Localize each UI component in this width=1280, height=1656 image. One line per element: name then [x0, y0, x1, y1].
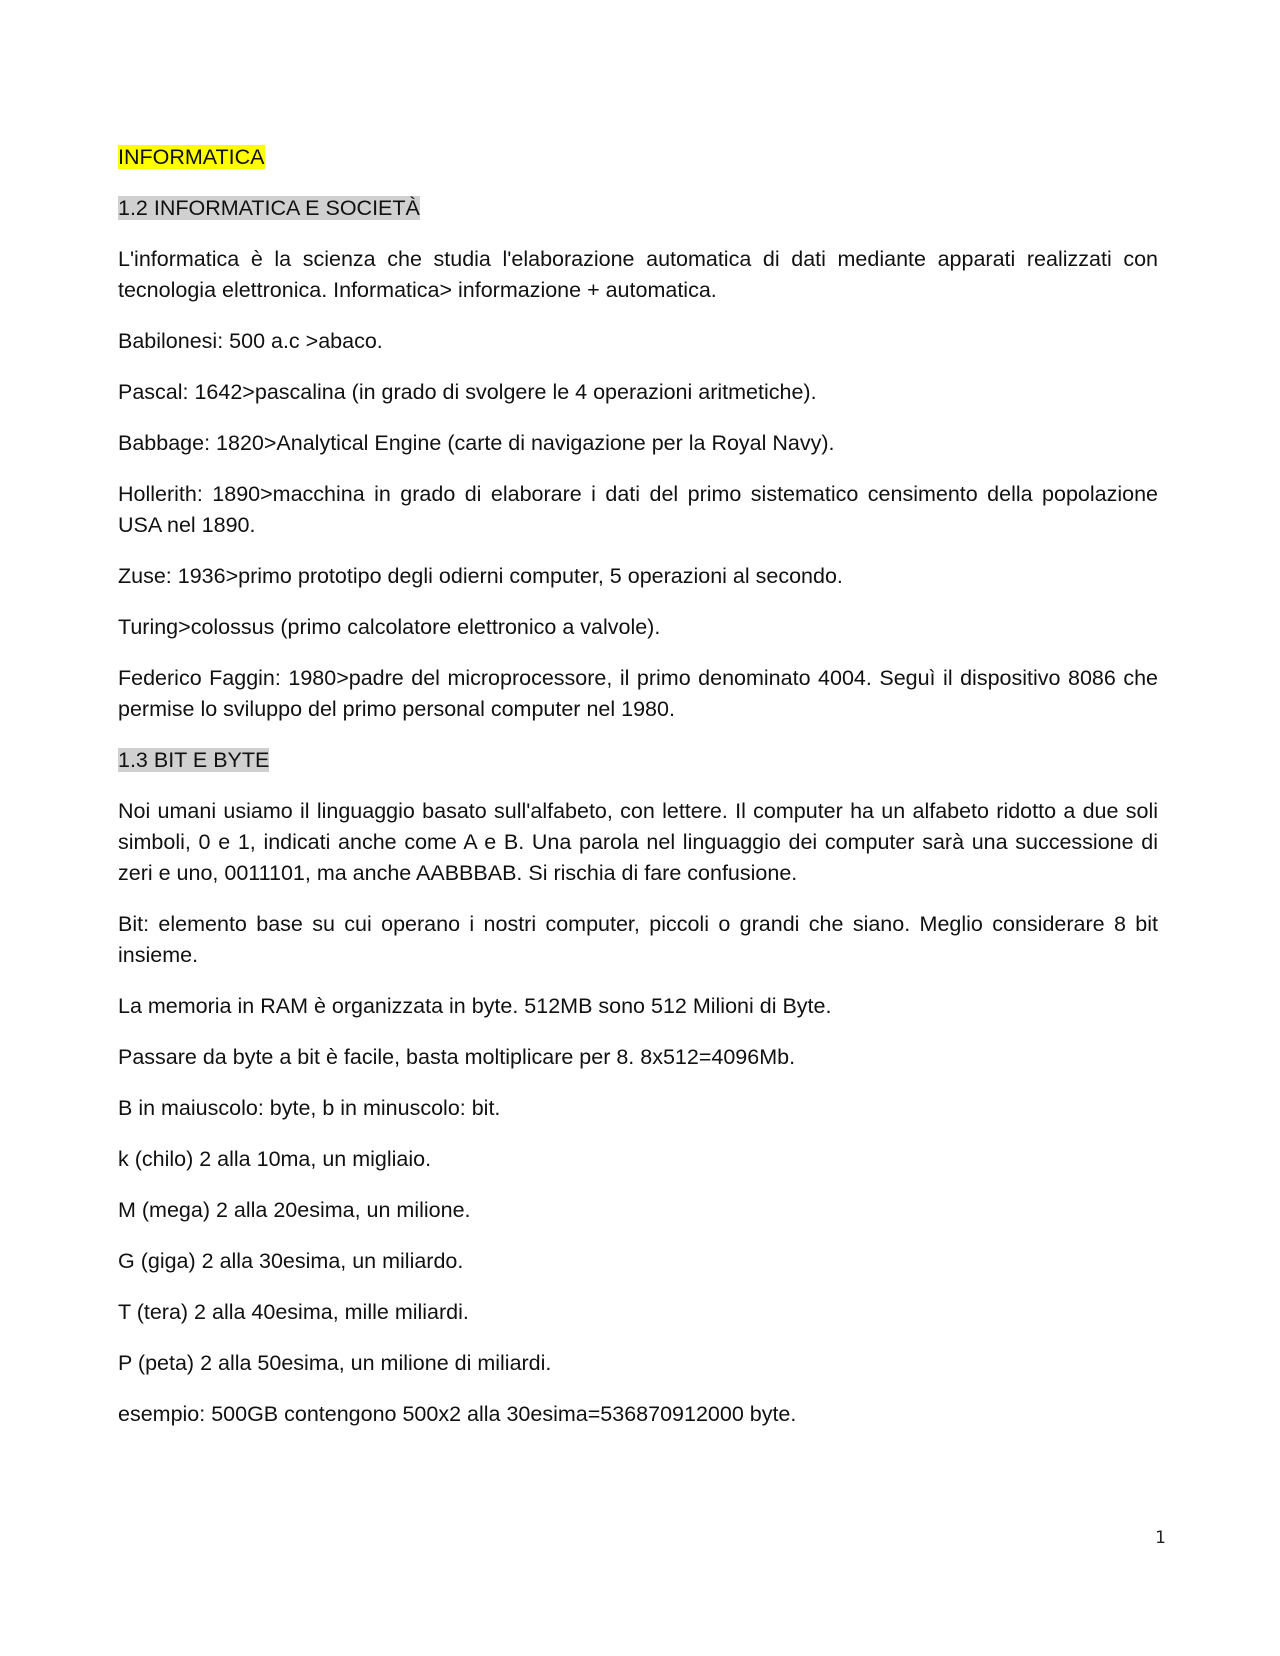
- paragraph: Bit: elemento base su cui operano i nostri computer, piccoli o grandi che siano. Meglio considerare 8 bit insieme.: [118, 912, 1158, 967]
- page-number: 1: [1155, 1528, 1166, 1548]
- paragraph: L'informatica è la scienza che studia l'elaborazione automatica di dati mediante apparati realizzati con tecnologia elettronica. Informatica> informazione + automatica.: [118, 247, 1158, 302]
- document-title-line: [118, 142, 1158, 173]
- paragraph: Passare da byte a bit è facile, basta moltiplicare per 8. 8x512=4096Mb.: [118, 1045, 796, 1069]
- document-page: [118, 142, 1158, 1450]
- section-heading-line: [118, 745, 1158, 776]
- paragraph: M (mega) 2 alla 20esima, un milione.: [118, 1198, 471, 1222]
- paragraph: B in maiuscolo: byte, b in minuscolo: bit.: [118, 1096, 501, 1120]
- document-title: INFORMATICA: [118, 145, 265, 169]
- paragraph: Noi umani usiamo il linguaggio basato sull'alfabeto, con lettere. Il computer ha un alfabeto ridotto a due soli simboli, 0 e 1, indicati anche come A e B. Una parola nel linguaggio dei computer sarà una successione di zeri e uno, 0011101, ma anche AABBBAB. Si rischia di fare confusione.: [118, 799, 1158, 885]
- section-heading-line: [118, 193, 1158, 224]
- paragraph: Hollerith: 1890>macchina in grado di elaborare i dati del primo sistematico censimento della popolazione USA nel 1890.: [118, 482, 1158, 537]
- section-heading: 1.2 INFORMATICA E SOCIETÀ: [118, 196, 420, 220]
- paragraph: k (chilo) 2 alla 10ma, un migliaio.: [118, 1147, 432, 1171]
- paragraph: Federico Faggin: 1980>padre del microprocessore, il primo denominato 4004. Seguì il dispositivo 8086 che permise lo sviluppo del primo personal computer nel 1980.: [118, 666, 1158, 721]
- section-heading: 1.3 BIT E BYTE: [118, 748, 270, 772]
- paragraph: La memoria in RAM è organizzata in byte. 512MB sono 512 Milioni di Byte.: [118, 994, 832, 1018]
- paragraph: Pascal: 1642>pascalina (in grado di svolgere le 4 operazioni aritmetiche).: [118, 380, 817, 404]
- paragraph: Zuse: 1936>primo prototipo degli odierni computer, 5 operazioni al secondo.: [118, 564, 843, 588]
- paragraph: T (tera) 2 alla 40esima, mille miliardi.: [118, 1300, 469, 1324]
- paragraph: Babbage: 1820>Analytical Engine (carte di navigazione per la Royal Navy).: [118, 431, 835, 455]
- paragraph: esempio: 500GB contengono 500x2 alla 30esima=536870912000 byte.: [118, 1402, 797, 1426]
- paragraph: P (peta) 2 alla 50esima, un milione di miliardi.: [118, 1351, 552, 1375]
- paragraph: Turing>colossus (primo calcolatore elettronico a valvole).: [118, 615, 661, 639]
- paragraph: G (giga) 2 alla 30esima, un miliardo.: [118, 1249, 464, 1273]
- paragraph: Babilonesi: 500 a.c >abaco.: [118, 329, 383, 353]
